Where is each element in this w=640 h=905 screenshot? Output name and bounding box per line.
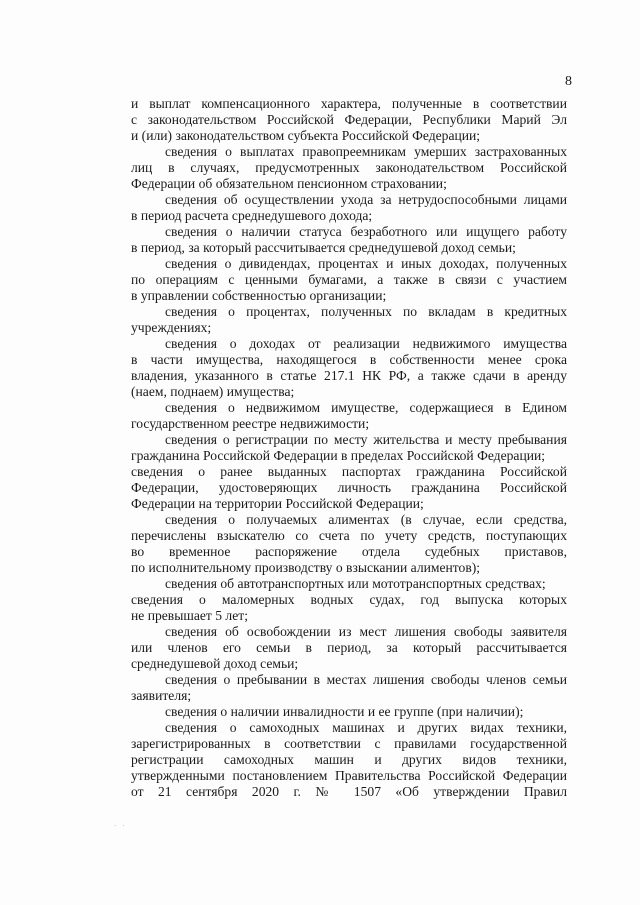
text-line: сведения об осуществлении ухода за нетрудоспособными лицами	[165, 192, 567, 207]
text-line: Федерации на территории Российской Федерации;	[131, 496, 424, 511]
text-line: сведения о ранее выданных паспортах гражданина Российской	[131, 464, 567, 479]
text-line: с законодательством Российской Федерации, Республики Марий Эл	[131, 112, 567, 127]
text-line: (наем, поднаем) имущества;	[131, 384, 295, 399]
text-line: в период, за который рассчитывается среднедушевой доход семьи;	[131, 240, 516, 255]
text-line: утвержденными постановлением Правительства Российской Федерации	[131, 768, 567, 783]
text-line: сведения о процентах, полученных по вкладам в кредитных	[165, 304, 567, 319]
text-line: перечислены взыскателю со счета по учету средств, поступающих	[131, 528, 567, 543]
text-line: сведения о выплатах правопреемникам умерших застрахованных	[165, 144, 567, 159]
text-line: от 21 сентября 2020 г. № 1507 «Об утверждении Правил	[131, 784, 567, 799]
text-line: сведения о доходах от реализации недвижимого имущества	[165, 336, 567, 351]
text-line: среднедушевой доход семьи;	[131, 656, 299, 671]
text-line: сведения о недвижимом имуществе, содержащиеся в Едином	[165, 400, 567, 415]
text-line: во временное распоряжение отдела судебных приставов,	[131, 544, 567, 559]
document-body	[131, 96, 567, 800]
text-line: по операциям с ценными бумагами, а также в связи с участием	[131, 272, 567, 287]
text-line: или членов его семьи в период, за который рассчитывается	[131, 640, 567, 655]
scan-artifact: · ·	[114, 822, 127, 830]
text-line: в период расчета среднедушевого дохода;	[131, 208, 373, 223]
text-line: сведения об освобождении из мест лишения свободы заявителя	[165, 624, 567, 639]
text-line: сведения о пребывании в местах лишения свободы членов семьи	[165, 672, 567, 687]
text-line: лиц в случаях, предусмотренных законодательством Российской	[131, 160, 567, 175]
text-line: сведения о регистрации по месту жительства и месту пребывания	[165, 432, 567, 447]
text-line: сведения о получаемых алиментах (в случае, если средства,	[165, 512, 567, 527]
text-line: сведения о наличии инвалидности и ее группе (при наличии);	[165, 704, 524, 719]
text-line: не превышает 5 лет;	[131, 608, 248, 623]
text-line: сведения о наличии статуса безработного или ищущего работу	[165, 224, 567, 239]
text-line: владения, указанного в статье 217.1 НК РФ, а также сдачи в аренду	[131, 368, 567, 383]
text-line: сведения о маломерных водных судах, год выпуска которых	[131, 592, 567, 607]
text-line: заявителя;	[131, 688, 192, 703]
text-line: и (или) законодательством субъекта Российской Федерации;	[131, 128, 481, 143]
text-line: сведения о самоходных машинах и других видах техники,	[165, 720, 567, 735]
text-line: в управлении собственностью организации;	[131, 288, 387, 303]
text-line: учреждениях;	[131, 320, 212, 335]
text-line: гражданина Российской Федерации в пределах Российской Федерации;	[131, 448, 546, 463]
text-line: по исполнительному производству о взыскании алиментов);	[131, 560, 481, 575]
text-line: и выплат компенсационного характера, полученные в соответствии	[131, 96, 567, 111]
text-line: в части имущества, находящегося в собственности менее срока	[131, 352, 567, 367]
text-line: зарегистрированных в соответствии с правилами государственной	[131, 736, 567, 751]
text-line: Федерации, удостоверяющих личность гражданина Российской	[131, 480, 567, 495]
text-line: сведения об автотранспортных или мототранспортных средствах;	[165, 576, 546, 591]
text-line: государственном реестре недвижимости;	[131, 416, 370, 431]
page-number: 8	[565, 74, 572, 89]
text-line: Федерации об обязательном пенсионном страховании;	[131, 176, 447, 191]
text-line: регистрации самоходных машин и других видов техники,	[131, 752, 567, 767]
text-line: сведения о дивидендах, процентах и иных доходах, полученных	[165, 256, 567, 271]
